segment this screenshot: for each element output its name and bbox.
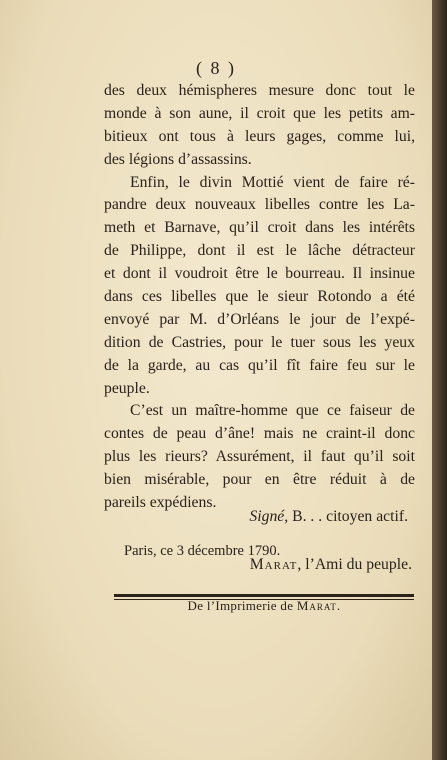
book-gutter bbox=[432, 0, 447, 760]
dateline: Paris, ce 3 décembre 1790. bbox=[124, 543, 281, 559]
signed-word: Signé, bbox=[249, 508, 289, 525]
author-name: Marat bbox=[249, 556, 298, 573]
signatory: B. . . citoyen actif. bbox=[292, 508, 408, 525]
text-line: Enfin, le divin Mottié vient de faire ré- bbox=[130, 173, 415, 191]
text-line: pandre deux nouveaux libelles contre les La- bbox=[104, 196, 415, 214]
imprint-suffix: . bbox=[336, 598, 341, 613]
text-line: plus les rieurs? Assurément, il faut qu’il soit bbox=[104, 448, 415, 466]
text-line: meth et Barnave, qu’il croit dans les intérêts bbox=[104, 219, 415, 237]
page-number: ( 8 ) bbox=[196, 58, 236, 78]
text-line: pareils expédiens. bbox=[104, 494, 217, 512]
divider-thick bbox=[114, 594, 414, 597]
imprint-name: Marat bbox=[296, 598, 337, 613]
text-line: dition de Castries, pour le tuer sous les yeux bbox=[104, 333, 415, 351]
signature bbox=[0, 508, 408, 526]
imprint-prefix: De l’Imprimerie de bbox=[187, 598, 297, 613]
text-line: monde à son aune, il croit que les petits am- bbox=[104, 104, 415, 122]
text-line: C’est un maître-homme que ce faiseur de bbox=[130, 402, 415, 420]
text-line: dans ces libelles que le sieur Rotondo a été bbox=[104, 288, 415, 306]
text-line: et dont il voudroit être le bourreau. Il insinue bbox=[104, 265, 415, 283]
text-line: contes de peau d’âne! mais ne craint-il donc bbox=[104, 425, 415, 443]
imprint bbox=[114, 598, 414, 614]
author-suffix: , l’Ami du peuple. bbox=[297, 556, 412, 573]
author-line bbox=[0, 556, 412, 574]
text-line: de la garde, au cas qu’il fît faire feu sur le bbox=[104, 356, 415, 374]
text-line: envoyé par M. d’Orléans le jour de l’expé- bbox=[104, 310, 415, 328]
text-line: de Philippe, dont il est le lâche détracteur bbox=[104, 242, 415, 260]
text-line: bien misérable, pour en être réduit à de bbox=[104, 471, 415, 489]
text-line: des deux hémispheres mesure donc tout le bbox=[104, 82, 415, 99]
text-line: des légions d’assassins. bbox=[104, 150, 252, 168]
text-line: bitieux ont tous à leurs gages, comme lui, bbox=[104, 127, 415, 145]
text-line: peuple. bbox=[104, 379, 150, 397]
body-text bbox=[104, 80, 415, 515]
